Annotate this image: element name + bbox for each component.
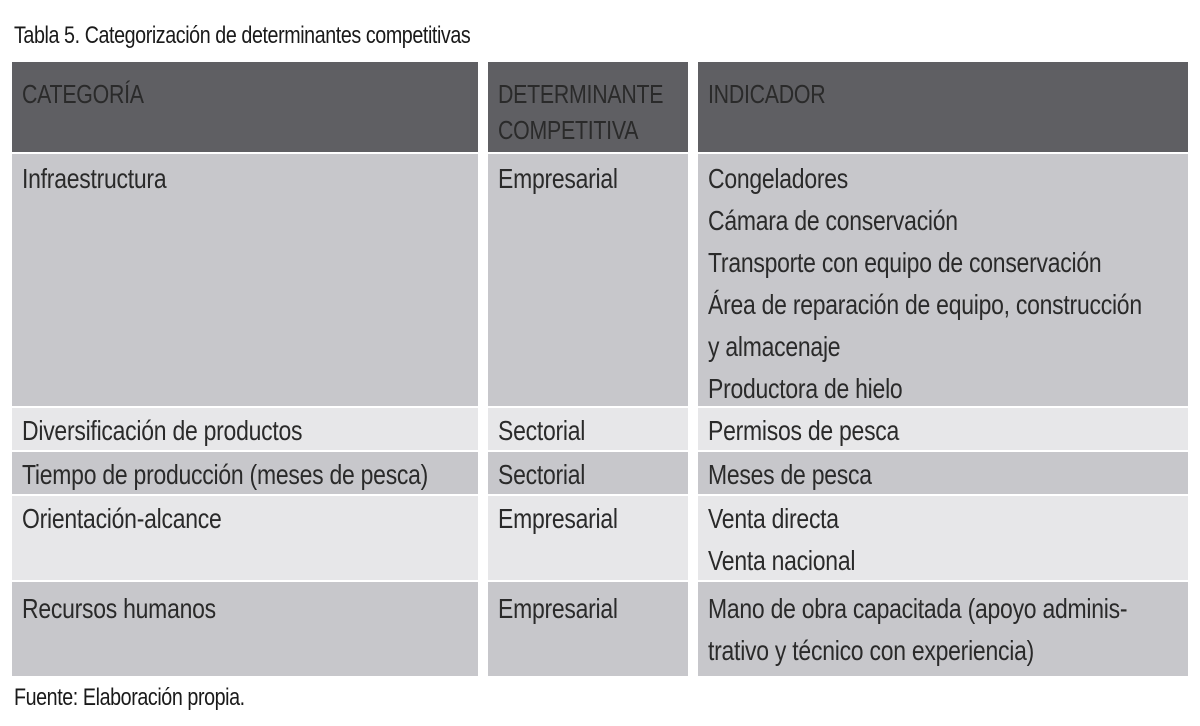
competitive-determinants-table <box>12 62 1188 676</box>
indicador-line: y almacenaje <box>708 331 841 362</box>
header-label-categoria: CATEGORÍA <box>22 79 144 109</box>
header-label-determinante-line2: COMPETITIVA <box>498 115 639 145</box>
cell-indicador <box>698 452 1188 494</box>
indicador-line: Permisos de pesca <box>708 415 900 446</box>
table-row <box>12 496 1188 580</box>
indicador-line: Cámara de conservación <box>708 205 958 236</box>
indicador-line: Meses de pesca <box>708 459 872 490</box>
table-source-note: Fuente: Elaboración propia. <box>14 684 245 711</box>
cell-indicador <box>698 496 1188 580</box>
cell-determinante: Empresarial <box>488 582 688 676</box>
cell-categoria: Tiempo de producción (meses de pesca) <box>12 452 478 494</box>
indicador-line: Venta nacional <box>708 545 856 576</box>
indicador-line: Venta directa <box>708 503 839 534</box>
header-cell-determinante <box>488 62 688 152</box>
header-label-determinante-line1: DETERMINANTE <box>498 79 664 109</box>
cell-categoria: Diversificación de productos <box>12 408 478 450</box>
table-row <box>12 582 1188 676</box>
indicador-line: Mano de obra capacitada (apoyo adminis- <box>708 593 1128 624</box>
table-row <box>12 408 1188 450</box>
cell-determinante: Sectorial <box>488 408 688 450</box>
cell-determinante: Empresarial <box>488 496 688 580</box>
cell-indicador <box>698 154 1188 406</box>
table-caption: Tabla 5. Categorización de determinantes competitivas <box>14 22 471 49</box>
header-cell-indicador <box>698 62 1188 152</box>
table-row <box>12 452 1188 494</box>
indicador-line: Área de reparación de equipo, construcción <box>708 289 1142 320</box>
indicador-line: Productora de hielo <box>708 373 903 404</box>
cell-indicador <box>698 582 1188 676</box>
cell-determinante: Sectorial <box>488 452 688 494</box>
table-row <box>12 154 1188 406</box>
cell-indicador <box>698 408 1188 450</box>
cell-categoria: Infraestructura <box>12 154 478 406</box>
header-cell-categoria <box>12 62 478 152</box>
indicador-line: Transporte con equipo de conservación <box>708 247 1102 278</box>
indicador-line: Congeladores <box>708 163 849 194</box>
cell-determinante: Empresarial <box>488 154 688 406</box>
indicador-line: trativo y técnico con experiencia) <box>708 635 1035 666</box>
cell-categoria: Orientación-alcance <box>12 496 478 580</box>
header-label-indicador: INDICADOR <box>708 79 826 109</box>
cell-categoria: Recursos humanos <box>12 582 478 676</box>
table-header-row <box>12 62 1188 152</box>
